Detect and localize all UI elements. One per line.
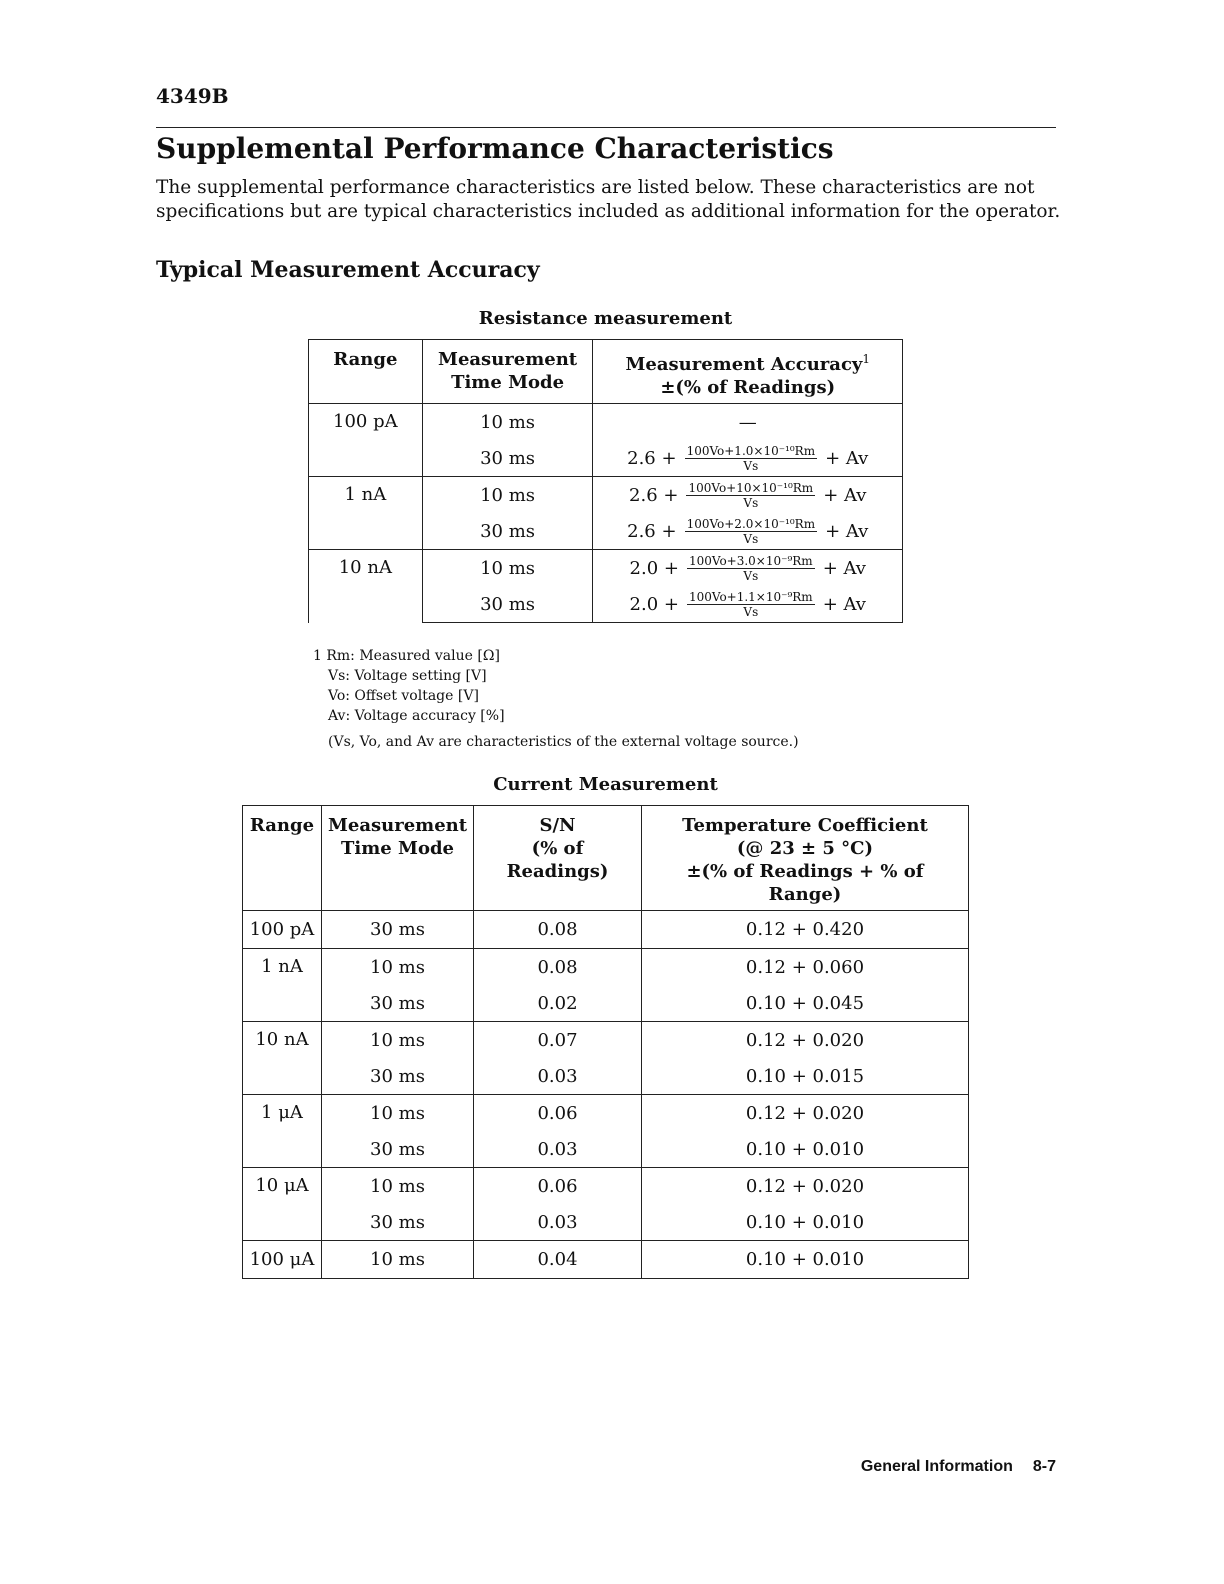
cur-mode-cell: 10 ms [321, 1095, 473, 1132]
cur-sn-cell: 0.08 [474, 911, 642, 949]
footnote-line: Av: Voltage accuracy [%] [328, 708, 505, 724]
res-mode-cell: 10 ms [422, 477, 593, 514]
res-mode-cell: 10 ms [422, 404, 593, 441]
cur-tc-cell: 0.10 + 0.015 [641, 1058, 968, 1095]
resistance-table [308, 339, 903, 623]
res-accuracy-cell: 2.6 + $\frac{\text{100Vo+10×10⁻¹⁰Rm}}{Vs}$ + Av [593, 477, 903, 514]
cur-sn-cell: 0.06 [474, 1168, 642, 1205]
footer-section: General Information [860, 1458, 1013, 1475]
cur-sn-cell: 0.06 [474, 1095, 642, 1132]
table-row [243, 1095, 969, 1132]
cur-header-mode: Measurement Time Mode [321, 806, 473, 911]
resistance-footnotes [313, 646, 799, 752]
cur-tc-cell: 0.10 + 0.045 [641, 985, 968, 1022]
cur-mode-cell: 30 ms [321, 911, 473, 949]
res-mode-cell: 30 ms [422, 440, 593, 477]
cur-tc-cell: 0.12 + 0.060 [641, 949, 968, 986]
cur-tc-cell: 0.10 + 0.010 [641, 1241, 968, 1279]
cur-range-cell: 10 μA [243, 1168, 322, 1241]
current-table [242, 805, 969, 1279]
cur-sn-cell: 0.04 [474, 1241, 642, 1279]
cur-range-cell: 100 μA [243, 1241, 322, 1279]
current-table-caption: Current Measurement [493, 774, 718, 795]
cur-tc-cell: 0.12 + 0.420 [641, 911, 968, 949]
table-row [243, 985, 969, 1022]
resistance-table-caption: Resistance measurement [478, 308, 733, 329]
cur-sn-cell: 0.03 [474, 1058, 642, 1095]
cur-mode-cell: 10 ms [321, 1022, 473, 1059]
cur-mode-cell: 30 ms [321, 1204, 473, 1241]
cur-range-cell: 1 nA [243, 949, 322, 1022]
cur-sn-cell: 0.03 [474, 1131, 642, 1168]
footnote-line: 1 Rm: Measured value [Ω] [313, 648, 500, 664]
table-row [243, 1022, 969, 1059]
cur-mode-cell: 10 ms [321, 949, 473, 986]
table-row [309, 477, 903, 514]
intro-paragraph: The supplemental performance characteristics are listed below. These characteristics are not specifications but are typical characteristics included as additional information for the operator. [156, 177, 1061, 222]
cur-tc-cell: 0.10 + 0.010 [641, 1204, 968, 1241]
res-mode-cell: 30 ms [422, 513, 593, 550]
cur-mode-cell: 30 ms [321, 985, 473, 1022]
accuracy-fraction: $\frac{\text{100Vo+2.0×10⁻¹⁰Rm}}{Vs}$ [686, 516, 816, 546]
res-mode-cell: 10 ms [422, 550, 593, 587]
model-number: 4349B [156, 84, 229, 108]
res-accuracy-cell: 2.6 + $\frac{\text{100Vo+1.0×10⁻¹⁰Rm}}{Vs}$ + Av [593, 440, 903, 477]
table-row [243, 949, 969, 986]
cur-mode-cell: 30 ms [321, 1058, 473, 1095]
table-row [243, 1204, 969, 1241]
cur-range-cell: 1 μA [243, 1095, 322, 1168]
cur-mode-cell: 30 ms [321, 1131, 473, 1168]
cur-sn-cell: 0.03 [474, 1204, 642, 1241]
accuracy-fraction: $\frac{\text{100Vo+10×10⁻¹⁰Rm}}{Vs}$ [688, 480, 814, 510]
footnote-line: (Vs, Vo, and Av are characteristics of the external voltage source.) [328, 734, 799, 750]
section-heading: Typical Measurement Accuracy [156, 257, 540, 283]
cur-mode-cell: 10 ms [321, 1168, 473, 1205]
cur-range-cell: 100 pA [243, 911, 322, 949]
header-rule [156, 127, 1056, 128]
cur-sn-cell: 0.02 [474, 985, 642, 1022]
cur-tc-cell: 0.10 + 0.010 [641, 1131, 968, 1168]
cur-range-cell: 10 nA [243, 1022, 322, 1095]
cur-tc-cell: 0.12 + 0.020 [641, 1022, 968, 1059]
table-row [309, 550, 903, 587]
table-row [243, 1241, 969, 1279]
res-header-range: Range [309, 340, 423, 404]
res-accuracy-cell: — [593, 404, 903, 441]
page-title: Supplemental Performance Characteristics [156, 132, 834, 165]
cur-tc-cell: 0.12 + 0.020 [641, 1168, 968, 1205]
res-mode-cell: 30 ms [422, 586, 593, 623]
cur-header-temp-coefficient: Temperature Coefficient (@ 23 ± 5 °C) ±(% of Readings + % of Range) [641, 806, 968, 911]
accuracy-fraction: $\frac{\text{100Vo+1.0×10⁻¹⁰Rm}}{Vs}$ [686, 443, 816, 473]
res-header-mode: Measurement Time Mode [422, 340, 593, 404]
res-accuracy-cell: 2.6 + $\frac{\text{100Vo+2.0×10⁻¹⁰Rm}}{Vs}$ + Av [593, 513, 903, 550]
table-row [243, 1131, 969, 1168]
res-header-accuracy: Measurement Accuracy$^1$ ±(% of Readings) [593, 340, 903, 404]
footnote-line: Vo: Offset voltage [V] [328, 688, 479, 704]
res-range-cell: 1 nA [309, 477, 423, 550]
page-number: 8-7 [1032, 1458, 1056, 1475]
table-row [309, 404, 903, 441]
res-range-cell: 10 nA [309, 550, 423, 623]
cur-tc-cell: 0.12 + 0.020 [641, 1095, 968, 1132]
cur-header-range: Range [243, 806, 322, 911]
page-footer [861, 1458, 1056, 1476]
footnote-line: Vs: Voltage setting [V] [328, 668, 487, 684]
table-row [243, 911, 969, 949]
accuracy-fraction: $\frac{\text{100Vo+1.1×10⁻⁹Rm}}{Vs}$ [688, 589, 813, 619]
cur-sn-cell: 0.07 [474, 1022, 642, 1059]
cur-sn-cell: 0.08 [474, 949, 642, 986]
res-range-cell: 100 pA [309, 404, 423, 477]
cur-header-sn: S/N (% of Readings) [474, 806, 642, 911]
table-row [243, 1058, 969, 1095]
res-accuracy-cell: 2.0 + $\frac{\text{100Vo+1.1×10⁻⁹Rm}}{Vs}$ + Av [593, 586, 903, 623]
table-row [243, 1168, 969, 1205]
res-accuracy-cell: 2.0 + $\frac{\text{100Vo+3.0×10⁻⁹Rm}}{Vs}$ + Av [593, 550, 903, 587]
cur-mode-cell: 10 ms [321, 1241, 473, 1279]
accuracy-fraction: $\frac{\text{100Vo+3.0×10⁻⁹Rm}}{Vs}$ [688, 553, 813, 583]
